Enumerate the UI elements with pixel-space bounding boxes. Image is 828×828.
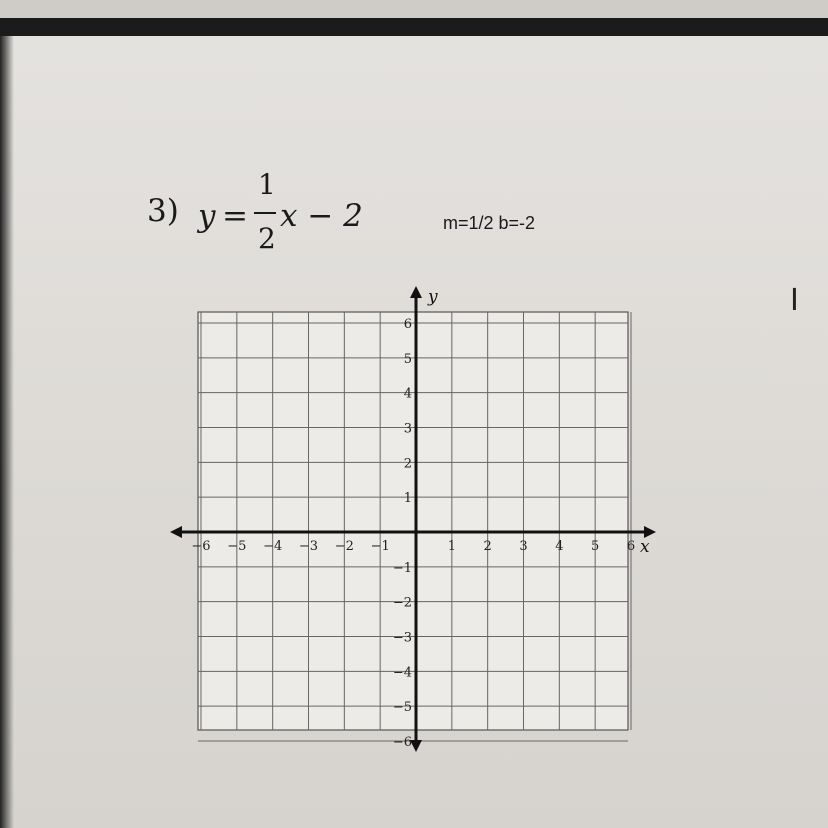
y-tick-label: 6 (403, 317, 412, 332)
y-tick-label: −3 (392, 630, 412, 646)
fraction-bar (254, 212, 276, 214)
y-tick-label: 2 (403, 456, 412, 472)
x-tick-label: −4 (263, 539, 283, 554)
problem-number: 3) (147, 193, 179, 229)
x-tick-label: 5 (591, 539, 600, 554)
equation-rest: x − 2 (280, 198, 363, 234)
y-tick-label: 1 (403, 491, 412, 507)
y-tick-label: −4 (392, 665, 412, 681)
y-tick-label: −1 (392, 560, 412, 576)
text-cursor-icon: I (790, 283, 799, 318)
x-tick-label: 2 (483, 539, 492, 554)
y-tick-label: −2 (392, 595, 412, 611)
x-axis-arrow-left (170, 526, 182, 538)
y-tick-label: 4 (403, 386, 412, 402)
coordinate-grid[interactable] (170, 280, 670, 760)
x-tick-label: −2 (334, 539, 354, 554)
grid-background (198, 312, 628, 730)
y-axis-arrow-up (410, 286, 422, 298)
x-tick-label: −5 (227, 539, 247, 554)
y-tick-label: −5 (392, 700, 412, 716)
equation-equals: = (222, 198, 248, 234)
window-top-bar (0, 18, 828, 36)
x-axis-label: x (640, 537, 650, 557)
monitor-bezel (0, 0, 828, 20)
monitor-edge (0, 36, 14, 828)
x-tick-label: 1 (447, 539, 456, 554)
x-tick-label: 3 (519, 539, 528, 554)
y-axis-label: y (428, 287, 438, 307)
x-tick-label: 4 (555, 539, 564, 554)
y-tick-label: −6 (392, 735, 412, 750)
x-tick-label: −3 (298, 539, 319, 554)
x-tick-label: −6 (191, 539, 211, 554)
y-tick-label: 5 (403, 351, 412, 367)
equation-lhs: y (198, 198, 216, 234)
fraction-numerator: 1 (258, 168, 276, 201)
fraction-denominator: 2 (258, 222, 276, 255)
x-tick-label: 6 (626, 539, 636, 554)
x-tick-label: −1 (370, 539, 390, 554)
y-tick-label: 3 (403, 421, 412, 437)
answer-text[interactable]: m=1/2 b=-2 (443, 213, 536, 233)
